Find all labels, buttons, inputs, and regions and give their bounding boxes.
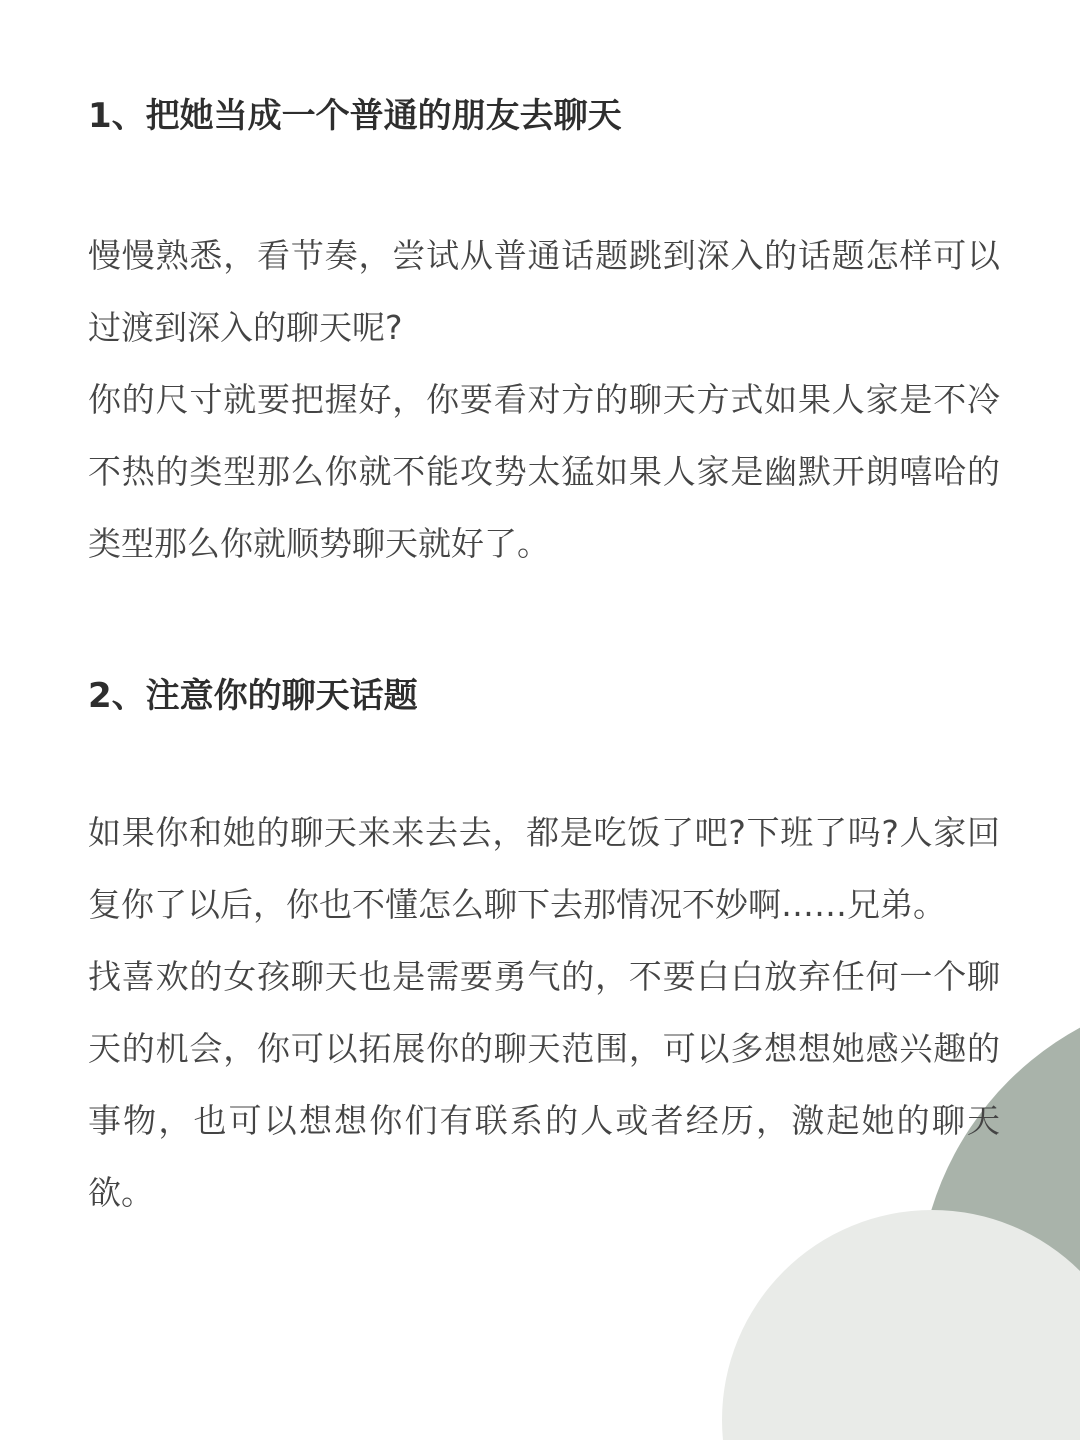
section-1-body	[88, 220, 1000, 580]
section-2-paragraph-2: 找喜欢的女孩聊天也是需要勇气的，不要白白放弃任何一个聊天的机会，你可以拓展你的聊天范围，可以多想想她感兴趣的事物，也可以想想你们有联系的人或者经历，激起她的聊天欲。	[88, 957, 1000, 1212]
section-2-body	[88, 797, 1000, 1229]
section-2-paragraph-1: 如果你和她的聊天来来去去，都是吃饭了吧?下班了吗?人家回复你了以后，你也不懂怎么聊下去那情况不妙啊……兄弟。	[88, 813, 1000, 924]
section-1-paragraph-2: 你的尺寸就要把握好，你要看对方的聊天方式如果人家是不冷不热的类型那么你就不能攻势太猛如果人家是幽默开朗嘻哈的类型那么你就顺势聊天就好了。	[88, 380, 1000, 563]
section-1-paragraph-1: 慢慢熟悉，看节奏，尝试从普通话题跳到深入的话题怎样可以过渡到深入的聊天呢?	[88, 236, 1000, 347]
section-2-heading: 2、注意你的聊天话题	[88, 676, 418, 716]
section-1-heading: 1、把她当成一个普通的朋友去聊天	[88, 96, 622, 136]
decorative-circle-small	[722, 1210, 1080, 1440]
